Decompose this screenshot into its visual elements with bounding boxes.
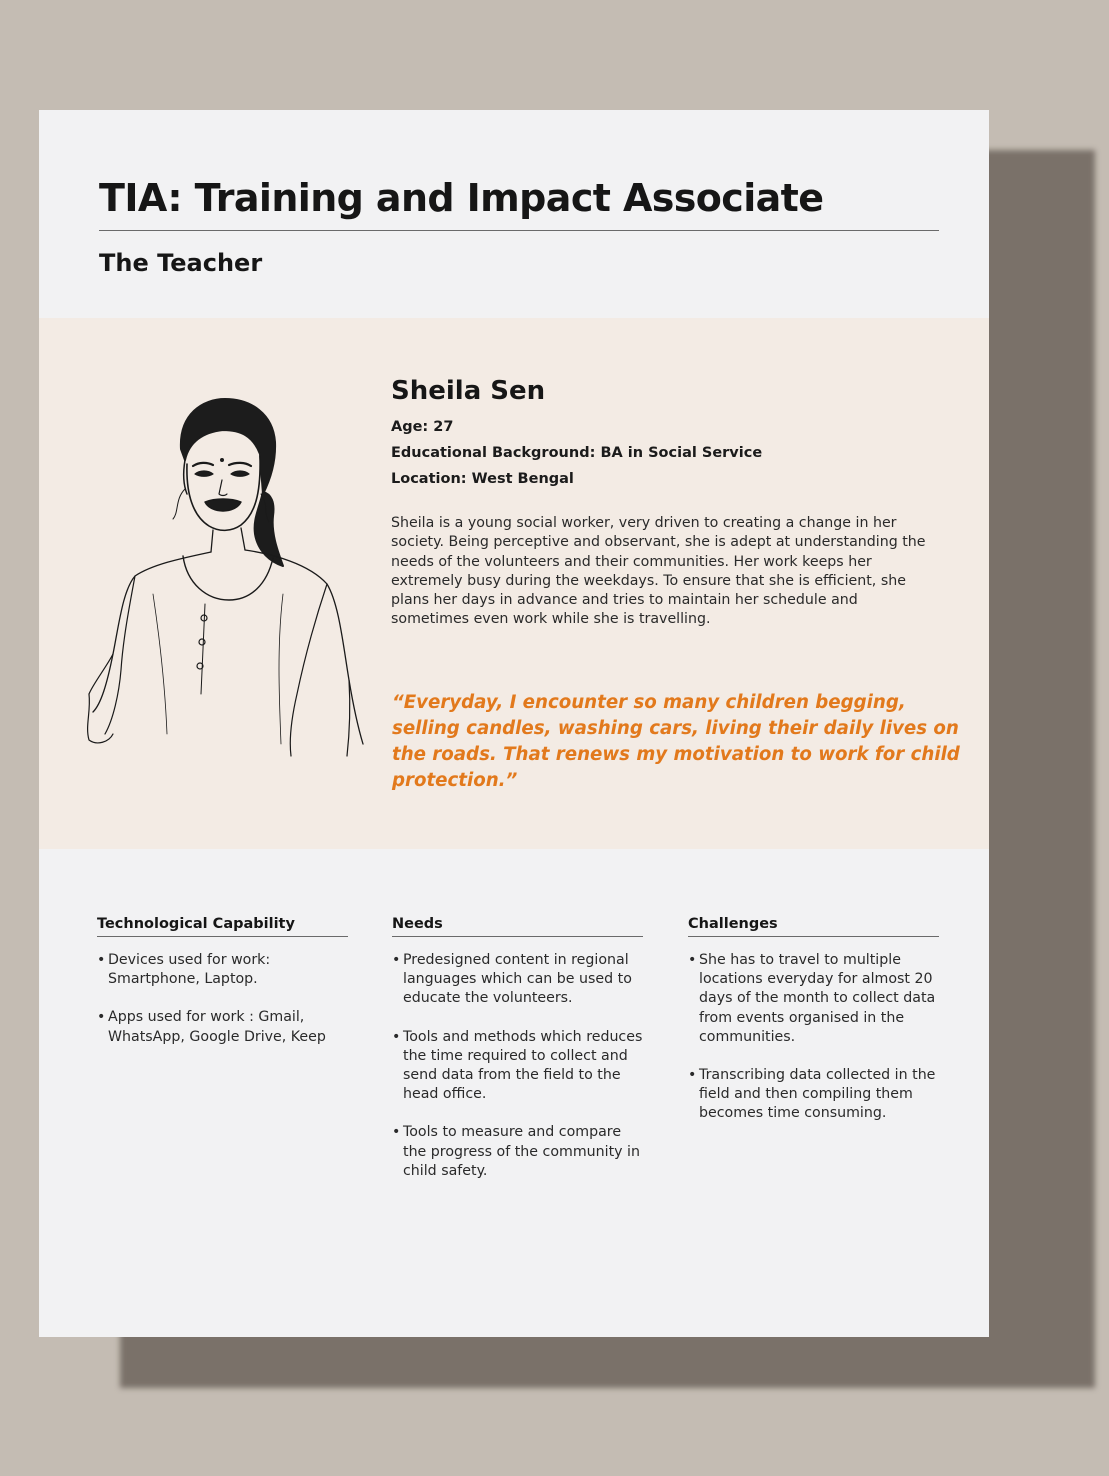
- page-subtitle: The Teacher: [99, 249, 263, 277]
- persona-quote: “Everyday, I encounter so many children begging, selling candles, washing cars, living their daily lives on the roads. That renews my motivation to work for child protection.”: [392, 692, 960, 791]
- list-item: • Tools and methods which reduces the time required to collect and send data from the field to the head office.: [392, 1028, 643, 1103]
- bullet-icon: •: [97, 1009, 106, 1026]
- detail-location: [391, 471, 574, 487]
- bullet-icon: •: [688, 1067, 697, 1084]
- detail-education-value: BA in Social Service: [600, 445, 763, 461]
- detail-education-key: Educational Background:: [391, 445, 596, 461]
- persona-sheet: [39, 110, 989, 1337]
- column-tech-capability: [97, 916, 348, 1066]
- persona-band: [39, 318, 989, 849]
- column-needs: [392, 916, 643, 1200]
- bullet-icon: •: [97, 952, 106, 968]
- column-heading: Challenges: [688, 916, 939, 937]
- list-item: • Tools to measure and compare the progress of the community in child safety.: [392, 1124, 640, 1179]
- title-divider: [99, 230, 939, 231]
- column-heading: Needs: [392, 916, 643, 937]
- detail-age-key: Age:: [391, 419, 429, 435]
- list-item: • Apps used for work : Gmail, WhatsApp, Google Drive, Keep: [97, 1009, 326, 1045]
- woman-sketch-icon: [83, 394, 373, 760]
- persona-bio: Sheila is a young social worker, very driven to creating a change in her society. Being perceptive and observant, she is adept at understanding the needs of the volunteers and their communities. Her work keeps her extremely busy during the weekdays. To ensure that she is efficient, she plans her days in advance and tries to maintain her schedule and sometimes even work while she is travelling.: [391, 515, 926, 628]
- page-title: TIA: Training and Impact Associate: [99, 176, 824, 220]
- column-challenges: [688, 916, 939, 1143]
- detail-age: [391, 419, 453, 435]
- list-item: • Predesigned content in regional languages which can be used to educate the volunteers.: [392, 952, 632, 1007]
- bullet-icon: •: [392, 952, 401, 968]
- list-item: • She has to travel to multiple locations everyday for almost 20 days of the month to collect data from events organised in the communities.: [688, 952, 936, 1045]
- bullet-list: [688, 951, 939, 1124]
- bullet-icon: •: [392, 1124, 401, 1141]
- column-heading: Technological Capability: [97, 916, 348, 937]
- detail-location-key: Location:: [391, 471, 467, 487]
- bullet-icon: •: [392, 1028, 401, 1045]
- list-item: • Transcribing data collected in the field and then compiling them becomes time consuming.: [688, 1067, 936, 1122]
- detail-education: [391, 445, 762, 461]
- detail-age-value: 27: [433, 419, 454, 435]
- detail-location-value: West Bengal: [471, 471, 574, 487]
- bullet-list: [97, 951, 348, 1047]
- persona-name: Sheila Sen: [391, 376, 546, 406]
- bullet-icon: •: [688, 952, 697, 968]
- list-item: • Devices used for work: Smartphone, Laptop.: [97, 952, 271, 988]
- bullet-list: [392, 951, 643, 1181]
